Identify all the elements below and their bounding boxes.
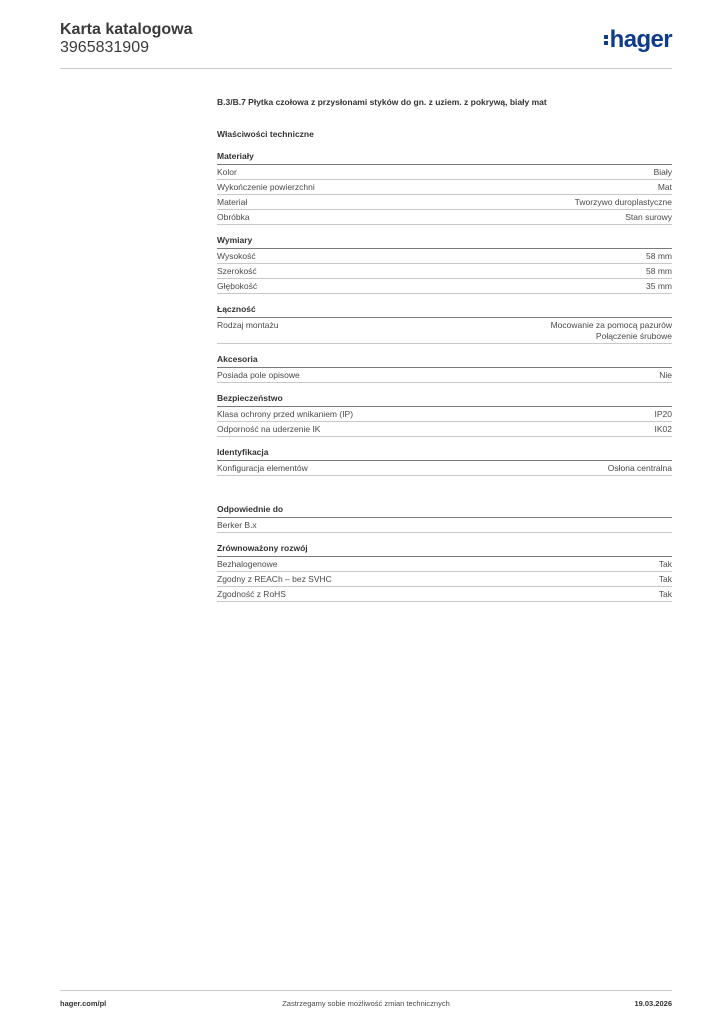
spec-values (658, 182, 672, 193)
spec-value: Połączenie śrubowe (595, 331, 672, 341)
section-title: Wymiary (217, 235, 672, 249)
spec-value: 58 mm (646, 251, 672, 261)
spec-values (625, 212, 672, 223)
spec-values (659, 574, 672, 585)
spec-label: Zgodny z REACh – bez SVHC (217, 574, 332, 584)
section-title: Bezpieczeństwo (217, 393, 672, 407)
spec-values (655, 424, 673, 435)
spec-label: Obróbka (217, 212, 250, 222)
spec-row (217, 587, 672, 602)
spec-label: Zgodność z RoHS (217, 589, 286, 599)
spec-row (217, 195, 672, 210)
spec-label: Kolor (217, 167, 237, 177)
spec-section (217, 235, 672, 294)
product-number: 3965831909 (60, 39, 149, 56)
main-content (217, 97, 672, 602)
section-title: Odpowiednie do (217, 504, 672, 518)
spec-value: Tworzywo duroplastyczne (574, 197, 672, 207)
spec-label: Głębokość (217, 281, 258, 291)
spec-value: Tak (658, 559, 672, 569)
spec-value: Biały (653, 167, 672, 177)
spec-label: Wykończenie powierzchni (217, 182, 315, 192)
spec-values (575, 197, 672, 208)
spec-value: 35 mm (646, 281, 672, 291)
spec-row (217, 210, 672, 225)
spec-row (217, 368, 672, 383)
page-header (60, 21, 672, 69)
product-title: B.3/B.7 Płytka czołowa z przysłonami styków do gn. z uziem. z pokrywą, biały mat (217, 97, 547, 107)
logo-colon-icon (604, 34, 608, 46)
page-footer (60, 990, 672, 1008)
spec-row (217, 249, 672, 264)
spec-value: IP20 (654, 409, 672, 419)
spec-label: Konfiguracja elementów (217, 463, 308, 473)
spec-label: Szerokość (217, 266, 257, 276)
spec-values (659, 589, 672, 600)
spec-label: Odporność na uderzenie IK (217, 424, 321, 434)
footer-website: hager.com/pl (60, 999, 107, 1008)
spec-value: Mocowanie za pomocą pazurów (550, 320, 672, 330)
spec-section (217, 504, 672, 533)
spec-values (646, 266, 672, 277)
spec-row (217, 318, 672, 344)
spec-label: Materiał (217, 197, 248, 207)
spec-values (646, 251, 672, 262)
spec-row (217, 572, 672, 587)
spec-value: Tak (658, 589, 672, 599)
spec-label: Wysokość (217, 251, 256, 261)
properties-heading: Właściwości techniczne (217, 129, 314, 139)
spec-section (217, 354, 672, 383)
hager-logo (604, 28, 672, 52)
spec-row (217, 264, 672, 279)
spec-section (217, 304, 672, 344)
spec-label: Klasa ochrony przed wnikaniem (IP) (217, 409, 354, 419)
logo-text: hager (609, 26, 672, 53)
spec-value: Tak (658, 574, 672, 584)
spec-values (608, 463, 672, 474)
spec-row (217, 518, 672, 533)
spec-label: Berker B.x (217, 520, 257, 530)
section-title: Identyfikacja (217, 447, 672, 461)
footer-date: 19.03.2026 (634, 999, 672, 1008)
spec-section (217, 447, 672, 476)
section-title: Akcesoria (217, 354, 672, 368)
spec-section (217, 543, 672, 602)
spec-row (217, 422, 672, 437)
spec-label: Rodzaj montażu (217, 320, 279, 330)
spec-value: Nie (659, 370, 672, 380)
section-title: Łączność (217, 304, 672, 318)
spec-values (551, 320, 672, 342)
spec-values (659, 559, 672, 570)
spec-values (654, 167, 672, 178)
section-title: Materiały (217, 151, 672, 165)
spec-row (217, 557, 672, 572)
spec-row (217, 279, 672, 294)
spec-values (659, 370, 672, 381)
spec-value: IK02 (654, 424, 672, 434)
spec-row (217, 407, 672, 422)
spec-value: 58 mm (646, 266, 672, 276)
spec-value: Osłona centralna (607, 463, 672, 473)
spec-values (655, 409, 673, 420)
spec-label: Posiada pole opisowe (217, 370, 300, 380)
spec-section (217, 393, 672, 437)
section-title: Zrównoważony rozwój (217, 543, 672, 557)
spec-value: Stan surowy (625, 212, 672, 222)
spec-row (217, 461, 672, 476)
spec-row (217, 165, 672, 180)
document-title: Karta katalogowa (60, 21, 193, 38)
footer-disclaimer: Zastrzegamy sobie możliwość zmian technicznych (282, 999, 450, 1008)
spec-label: Bezhalogenowe (217, 559, 278, 569)
properties-sections (217, 151, 672, 602)
spec-section (217, 151, 672, 225)
spec-values (646, 281, 672, 292)
spec-value: Mat (657, 182, 672, 192)
spec-row (217, 180, 672, 195)
